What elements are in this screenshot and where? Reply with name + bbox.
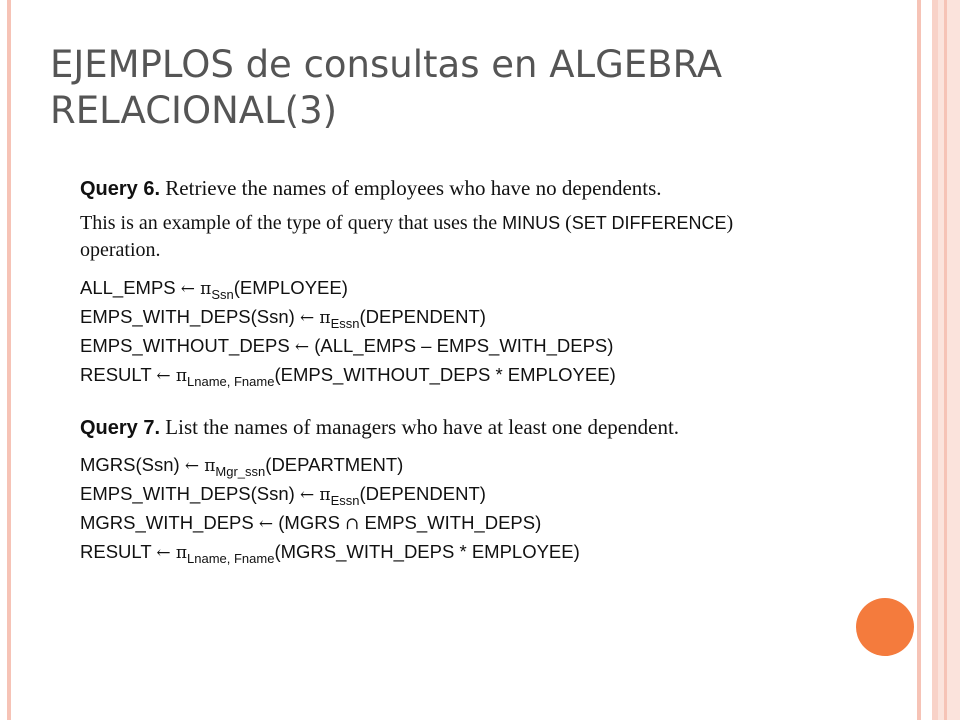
expr-rhs: (DEPENDENT) <box>359 306 486 327</box>
expr-rhs-a: (MGRS <box>278 512 340 533</box>
projection-subscript: Essn <box>330 493 360 508</box>
projection-symbol: π <box>175 366 187 386</box>
expr-rhs-a: (ALL_EMPS <box>314 335 417 356</box>
assign-arrow-icon: ← <box>184 456 200 476</box>
query6-description <box>80 210 860 264</box>
join-symbol: * <box>495 364 503 385</box>
intersection-symbol: ∩ <box>345 514 360 534</box>
assign-arrow-icon: ← <box>156 366 171 386</box>
expr-lhs: ALL_EMPS <box>80 277 176 298</box>
query6-expr-3 <box>80 332 860 361</box>
query6-block <box>80 175 860 390</box>
expr-lhs: MGRS_WITH_DEPS <box>80 512 254 533</box>
slide-content <box>80 175 860 567</box>
query6-question: Retrieve the names of employees who have no dependents. <box>165 176 662 200</box>
assign-arrow-icon: ← <box>300 485 315 505</box>
expr-lhs: EMPS_WITHOUT_DEPS <box>80 335 290 356</box>
query6-expr-4 <box>80 361 860 390</box>
expr-rhs-b: EMPS_WITH_DEPS) <box>364 512 542 533</box>
decorative-circle <box>856 598 914 656</box>
expr-rhs: (EMPLOYEE) <box>233 277 348 298</box>
expr-rhs-a: (MGRS_WITH_DEPS <box>274 541 455 562</box>
query6-desc-d: operation. <box>80 239 161 261</box>
frame-left-border <box>7 0 11 720</box>
query7-expressions <box>80 451 860 567</box>
slide-title: EJEMPLOS de consultas en ALGEBRA RELACIONAL(3) <box>50 43 723 132</box>
projection-symbol: π <box>319 308 331 328</box>
expr-rhs-b: EMPS_WITH_DEPS) <box>436 335 614 356</box>
assign-arrow-icon: ← <box>156 543 171 563</box>
frame-right-outer-border <box>938 0 960 720</box>
projection-subscript: Mgr_ssn <box>215 464 266 479</box>
expr-rhs-b: EMPLOYEE) <box>507 364 616 385</box>
assign-arrow-icon: ← <box>294 337 310 357</box>
query6-desc-c: ) <box>726 212 734 234</box>
expr-rhs: (DEPENDENT) <box>359 483 486 504</box>
expr-lhs: RESULT <box>80 364 152 385</box>
expr-rhs-a: (EMPS_WITHOUT_DEPS <box>274 364 491 385</box>
query7-expr-1 <box>80 451 860 480</box>
query7-question: List the names of managers who have at least one dependent. <box>165 415 680 439</box>
projection-symbol: π <box>175 543 187 563</box>
query6-expr-1 <box>80 274 860 303</box>
query6-expr-2 <box>80 303 860 332</box>
assign-arrow-icon: ← <box>258 514 274 534</box>
projection-subscript: Essn <box>330 316 360 331</box>
expr-lhs: RESULT <box>80 541 152 562</box>
frame-right-band <box>921 0 932 720</box>
expr-lhs: EMPS_WITH_DEPS(Ssn) <box>80 483 295 504</box>
projection-subscript: Lname, Fname <box>187 551 275 566</box>
assign-arrow-icon: ← <box>300 308 315 328</box>
query6-expressions <box>80 274 860 390</box>
query6-desc-a: This is an example of the type of query that uses the <box>80 212 498 234</box>
query7-expr-3 <box>80 509 860 538</box>
query7-expr-4 <box>80 538 860 567</box>
expr-lhs: EMPS_WITH_DEPS(Ssn) <box>80 306 295 327</box>
projection-subscript: Ssn <box>211 287 234 302</box>
query6-label: Query 6. <box>80 178 161 200</box>
projection-symbol: π <box>200 279 212 299</box>
query7-expr-2 <box>80 480 860 509</box>
expr-lhs: MGRS(Ssn) <box>80 454 180 475</box>
query6-header <box>80 175 860 202</box>
projection-symbol: π <box>204 456 216 476</box>
projection-subscript: Lname, Fname <box>187 374 275 389</box>
query6-desc-b: ( <box>565 212 572 234</box>
query7-block <box>80 414 860 567</box>
projection-symbol: π <box>319 485 331 505</box>
minus-symbol: – <box>421 335 432 356</box>
assign-arrow-icon: ← <box>180 279 196 299</box>
expr-rhs: (DEPARTMENT) <box>265 454 404 475</box>
query6-desc-minus: MINUS <box>502 213 561 233</box>
expr-rhs-b: EMPLOYEE) <box>471 541 580 562</box>
join-symbol: * <box>459 541 467 562</box>
frame-right-line <box>944 0 947 720</box>
query6-desc-setdiff: SET DIFFERENCE <box>571 213 727 233</box>
query7-label: Query 7. <box>80 417 161 439</box>
query7-header <box>80 414 860 441</box>
